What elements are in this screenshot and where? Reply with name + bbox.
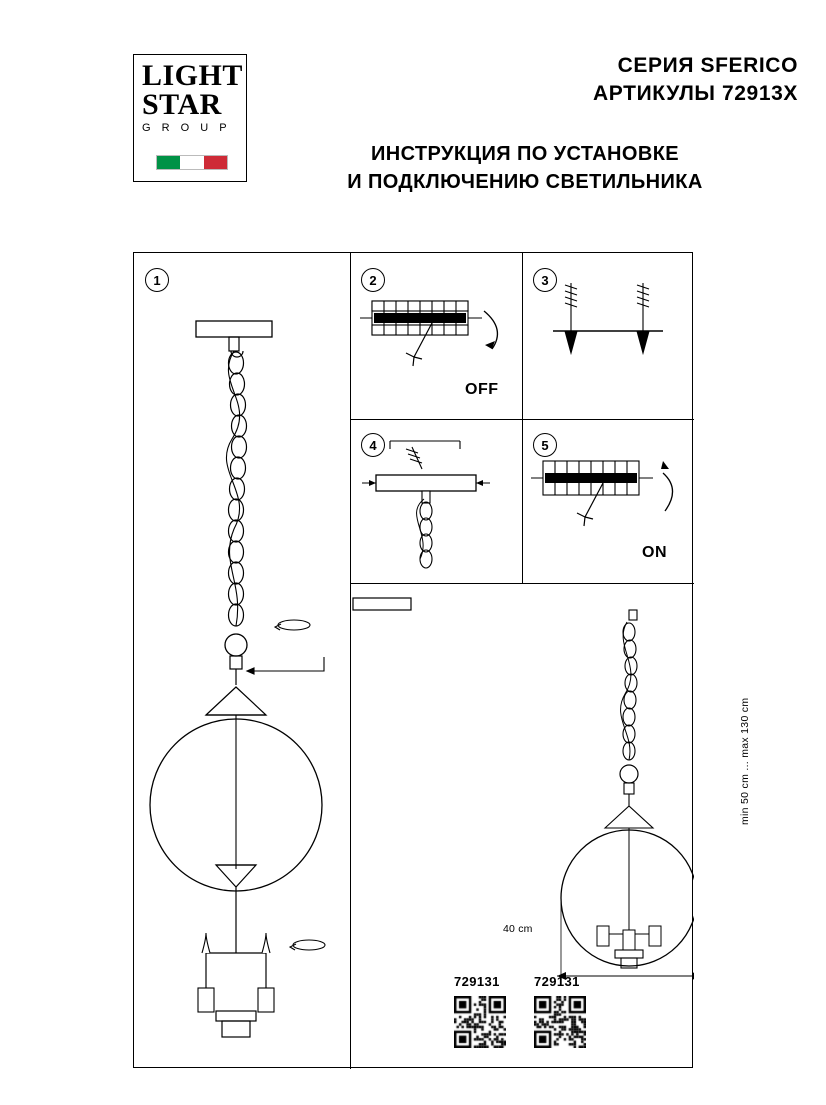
article-numbers: АРТИКУЛЫ 72913X	[593, 82, 798, 106]
brand-logo	[133, 54, 247, 182]
step-badge-1: 1	[145, 268, 169, 292]
switch-off-label: OFF	[465, 381, 499, 398]
instruction-line-2: И ПОДКЛЮЧЕНИЮ СВЕТИЛЬНИКА	[347, 171, 703, 193]
step-badge-3: 3	[533, 268, 557, 292]
article-code-1: 729131	[454, 974, 500, 989]
panel-4-drawing	[350, 419, 522, 583]
series-name: СЕРИЯ SFERICO	[617, 54, 798, 77]
logo-line-1: LIGHT	[142, 59, 243, 92]
logo-line-3: G R O U P	[142, 121, 231, 134]
step-badge-5: 5	[533, 433, 557, 457]
qr-code-1	[454, 996, 506, 1048]
panel-2-drawing	[350, 253, 522, 419]
italian-flag-icon	[156, 155, 228, 170]
height-dimension-label: min 50 cm ... max 130 cm	[739, 697, 751, 825]
panel-1-drawing	[134, 253, 350, 1069]
panel-5-drawing	[523, 419, 694, 583]
step-badge-4: 4	[361, 433, 385, 457]
width-dimension-label: 40 cm	[503, 923, 533, 935]
instruction-line-1: ИНСТРУКЦИЯ ПО УСТАНОВКЕ	[370, 143, 680, 165]
series-title	[247, 52, 813, 109]
panel-6-drawing	[351, 584, 694, 1069]
switch-on-label: ON	[642, 544, 667, 561]
panel-3-drawing	[523, 253, 694, 419]
page-header	[0, 0, 826, 230]
diagram-frame	[133, 252, 751, 1068]
logo-line-2: STAR	[142, 88, 222, 122]
qr-code-2	[534, 996, 586, 1048]
logo-wordmark	[142, 61, 246, 134]
step-badge-2: 2	[361, 268, 385, 292]
instruction-title	[247, 140, 813, 196]
article-code-2: 729131	[534, 974, 580, 989]
